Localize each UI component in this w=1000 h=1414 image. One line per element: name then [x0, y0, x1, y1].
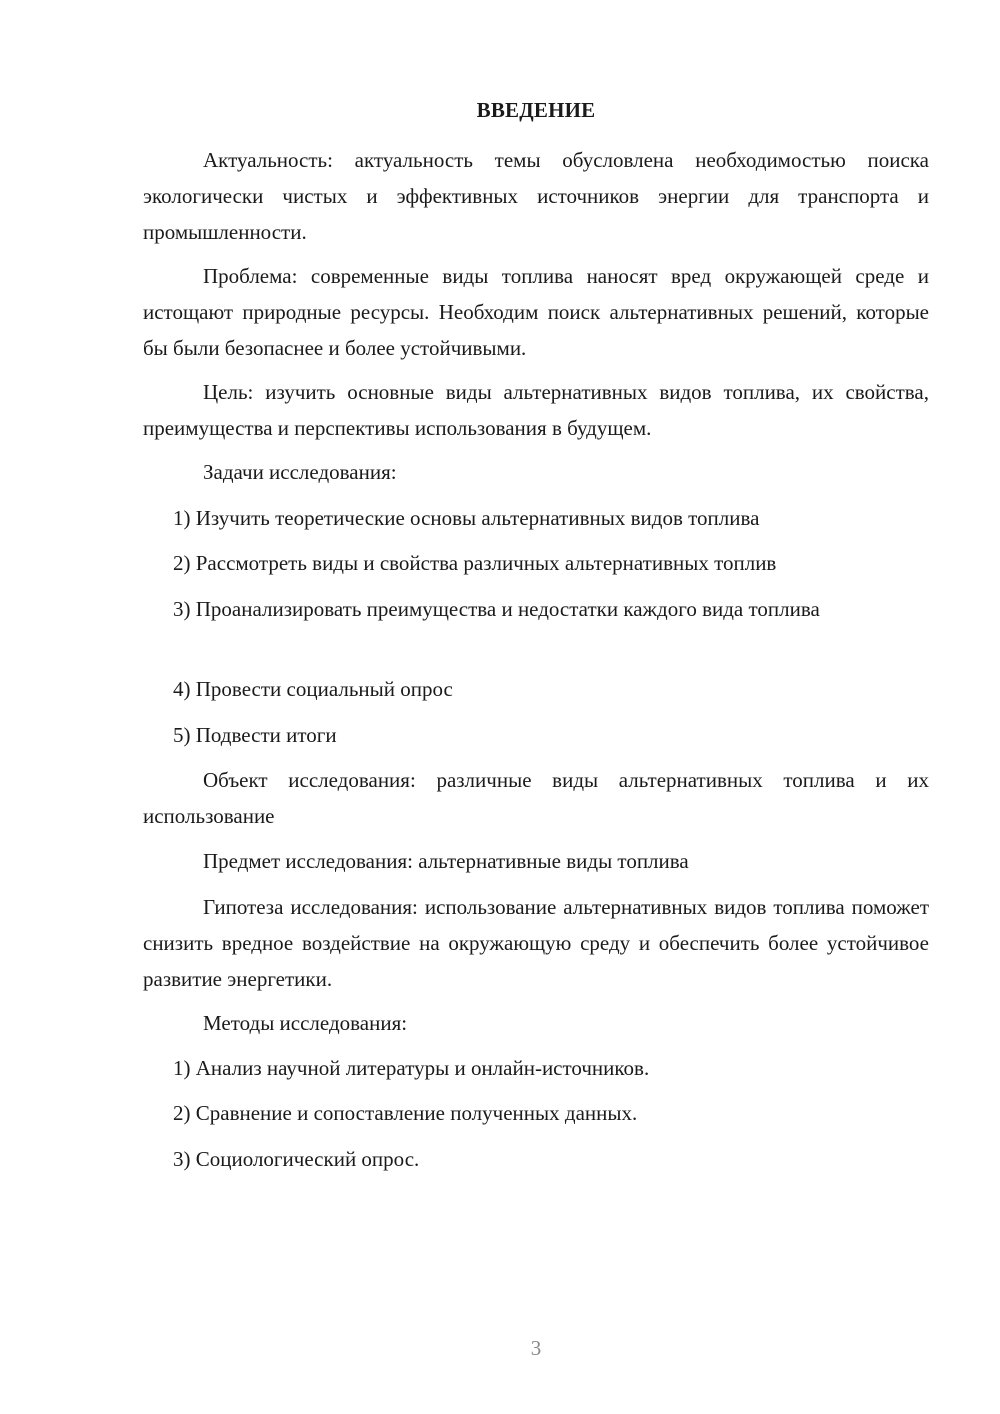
paragraph-tasks-heading: Задачи исследования:	[203, 460, 397, 484]
paragraph-goal: Цель: изучить основные виды альтернативных видов топлива, их свойства, преимущества и перспективы использования в будущем.	[143, 380, 929, 440]
task-item-1: 1) Изучить теоретические основы альтернативных видов топлива	[173, 506, 760, 530]
page-number: 3	[530, 1336, 542, 1360]
paragraph-hypothesis: Гипотеза исследования: использование альтернативных видов топлива поможет снизить вредное воздействие на окружающую среду и обеспечить более устойчивое развитие энергетики.	[143, 895, 929, 991]
task-item-3: 3) Проанализировать преимущества и недостатки каждого вида топлива	[173, 597, 820, 621]
task-item-5: 5) Подвести итоги	[173, 723, 337, 747]
paragraph-subject: Предмет исследования: альтернативные виды топлива	[203, 849, 689, 873]
page-title: ВВЕДЕНИЕ	[476, 98, 596, 122]
task-item-2: 2) Рассмотреть виды и свойства различных альтернативных топлив	[173, 551, 777, 575]
paragraph-object: Объект исследования: различные виды альтернативных топлива и их использование	[143, 768, 929, 828]
paragraph-problem: Проблема: современные виды топлива наносят вред окружающей среде и истощают природные ресурсы. Необходим поиск альтернативных решений, которые бы были безопаснее и более устойчивыми.	[143, 264, 929, 360]
method-item-2: 2) Сравнение и сопоставление полученных данных.	[173, 1101, 638, 1125]
paragraph-relevance: Актуальность: актуальность темы обусловлена необходимостью поиска экологически чистых и эффективных источников энергии для транспорта и промышленности.	[143, 148, 929, 244]
method-item-1: 1) Анализ научной литературы и онлайн-источников.	[173, 1056, 650, 1080]
method-item-3: 3) Социологический опрос.	[173, 1147, 420, 1171]
paragraph-methods-heading: Методы исследования:	[203, 1011, 408, 1035]
task-item-4: 4) Провести социальный опрос	[173, 677, 453, 701]
